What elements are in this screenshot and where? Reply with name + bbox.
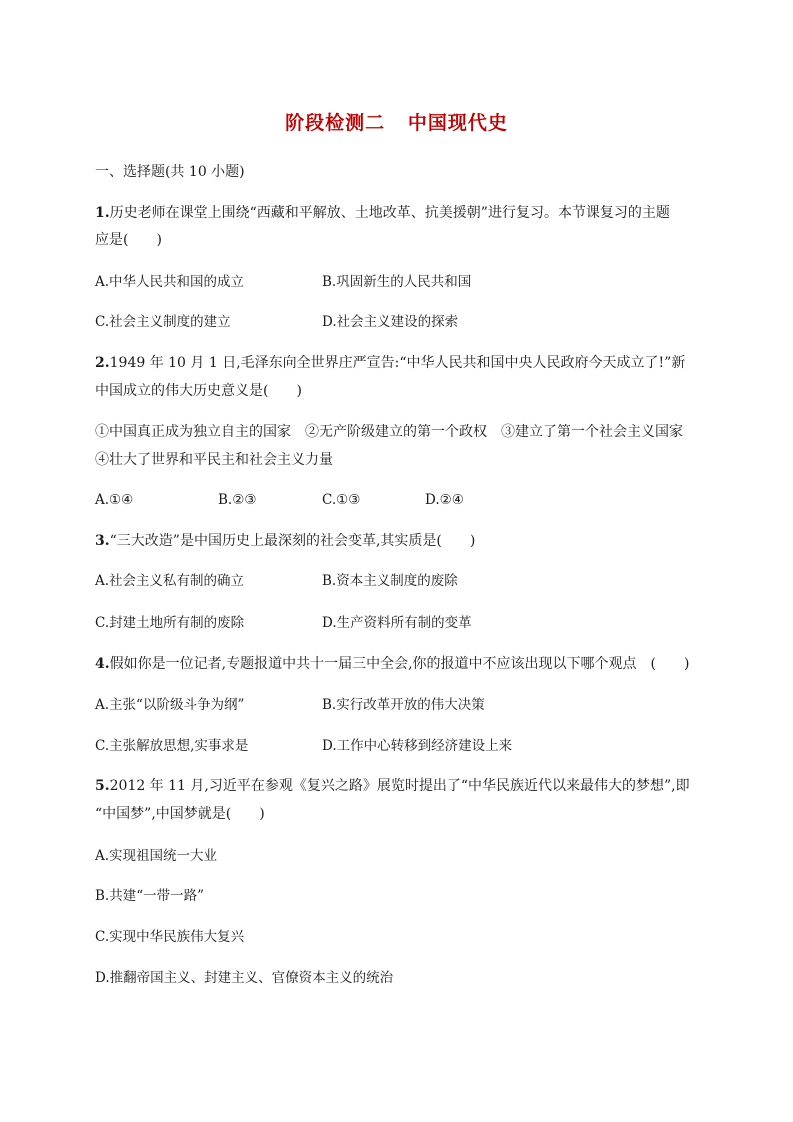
question-2-line-1 [95, 353, 685, 373]
question-1-number: 1. [95, 205, 110, 221]
question-4-option-b[interactable]: B.实行改革开放的伟大决策 [322, 697, 485, 713]
question-5-option-d[interactable]: D.推翻帝国主义、封建主义、官僚资本主义的统治 [95, 970, 394, 986]
question-5-option-a[interactable]: A.实现祖国统一大业 [95, 848, 218, 864]
question-3-option-a[interactable]: A.社会主义私有制的确立 [95, 573, 245, 589]
page-title: 阶段检测二 中国现代史 [285, 112, 508, 134]
question-4-option-c[interactable]: C.主张解放思想,实事求是 [95, 738, 249, 754]
question-1-line-2: 应是( ) [95, 232, 162, 248]
question-5-option-b[interactable]: B.共建“一带一路” [95, 888, 205, 904]
question-5-text: 2012 年 11 月,习近平在参观《复兴之路》展览时提出了“中华民族近代以来最伟大的梦想”,即 [109, 778, 690, 794]
question-1-option-d[interactable]: D.社会主义建设的探索 [322, 314, 459, 330]
question-2-option-c[interactable]: C.①③ [322, 492, 361, 508]
question-2-line-2: 中国成立的伟大历史意义是( ) [95, 383, 302, 399]
question-3-option-d[interactable]: D.生产资料所有制的变革 [322, 615, 472, 631]
question-3-line-1 [95, 531, 475, 551]
question-3-option-b[interactable]: B.资本主义制度的废除 [322, 573, 458, 589]
question-2-statements-line-1: ①中国真正成为独立自主的国家 ②无产阶级建立的第一个政权 ③建立了第一个社会主义国家 [95, 424, 683, 440]
question-2-text: 1949 年 10 月 1 日,毛泽东向全世界庄严宣告:“中华人民共和国中央人民政府今天成立了!”新 [109, 355, 686, 371]
question-1-option-c[interactable]: C.社会主义制度的建立 [95, 314, 231, 330]
question-1-option-b[interactable]: B.巩固新生的人民共和国 [322, 274, 472, 290]
question-1-text: 历史老师在课堂上围绕“西藏和平解放、土地改革、抗美援朝”进行复习。本节课复习的主题 [109, 205, 670, 221]
question-3-option-c[interactable]: C.封建土地所有制的废除 [95, 615, 245, 631]
section-heading: 一、选择题(共 10 小题) [95, 164, 245, 180]
question-2-statements-line-2: ④壮大了世界和平民主和社会主义力量 [95, 452, 333, 468]
question-4-text: 假如你是一位记者,专题报道中共十一届三中全会,你的报道中不应该出现以下哪个观点 ( ) [109, 656, 690, 672]
question-3-text: “三大改造”是中国历史上最深刻的社会变革,其实质是( ) [109, 533, 476, 549]
question-5-option-c[interactable]: C.实现中华民族伟大复兴 [95, 929, 245, 945]
question-4-option-a[interactable]: A.主张“以阶级斗争为纲” [95, 697, 245, 713]
question-2-number: 2. [95, 355, 110, 371]
question-3-number: 3. [95, 533, 110, 549]
question-2-option-a[interactable]: A.①④ [95, 492, 134, 508]
question-4-option-d[interactable]: D.工作中心转移到经济建设上来 [322, 738, 513, 754]
question-2-option-d[interactable]: D.②④ [425, 492, 464, 508]
question-4-number: 4. [95, 656, 110, 672]
question-2-option-b[interactable]: B.②③ [218, 492, 257, 508]
question-1-line-1 [95, 203, 670, 223]
question-1-option-a[interactable]: A.中华人民共和国的成立 [95, 274, 245, 290]
question-5-line-2: “中国梦”,中国梦就是( ) [95, 806, 265, 822]
question-5-number: 5. [95, 778, 110, 794]
question-4-line-1 [95, 654, 689, 674]
question-5-line-1 [95, 776, 690, 796]
